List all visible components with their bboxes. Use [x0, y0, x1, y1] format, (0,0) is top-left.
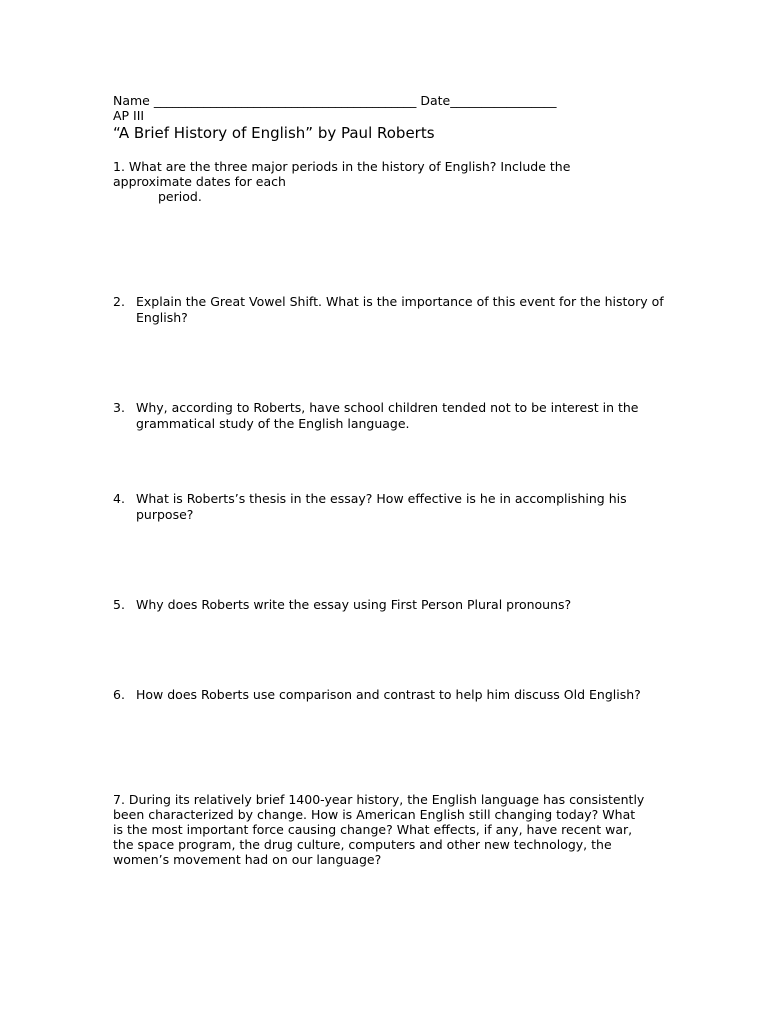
question-6-text: How does Roberts use comparison and contrast to help him discuss Old English?	[136, 687, 641, 702]
name-label: Name	[113, 93, 154, 108]
question-2-text: Explain the Great Vowel Shift. What is the importance of this event for the history of English?	[136, 294, 664, 325]
question-4-number: 4.	[113, 491, 125, 506]
question-1-text: 1. What are the three major periods in the history of English? Include the	[113, 159, 571, 174]
question-6-number: 6.	[113, 687, 125, 702]
question-7-line-4: the space program, the drug culture, computers and other new technology, the	[113, 837, 612, 852]
question-1-continuation: approximate dates for each	[113, 174, 286, 189]
question-2-number: 2.	[113, 294, 125, 309]
question-3-number: 3.	[113, 400, 125, 415]
question-5-text: Why does Roberts write the essay using First Person Plural pronouns?	[136, 597, 572, 612]
name-date-line	[113, 93, 556, 108]
question-7-line-5: women’s movement had on our language?	[113, 852, 382, 867]
name-blank: __________________________________________	[153, 93, 417, 108]
question-5-number: 5.	[113, 597, 125, 612]
question-7-line-2: been characterized by change. How is American English still changing today? What	[113, 807, 636, 822]
question-1-indent: period.	[158, 189, 202, 204]
question-3-text: Why, according to Roberts, have school children tended not to be interest in the grammatical study of the English language.	[136, 400, 639, 431]
date-label: Date	[420, 93, 451, 108]
question-7	[113, 792, 658, 867]
question-7-line-1: 7. During its relatively brief 1400-year history, the English language has consistently	[113, 792, 645, 807]
question-1	[113, 159, 658, 204]
page-title: “A Brief History of English” by Paul Roberts	[113, 124, 435, 142]
class-label: AP III	[113, 108, 145, 123]
date-blank: _________________	[450, 93, 557, 108]
question-4-text: What is Roberts’s thesis in the essay? How effective is he in accomplishing his purpose?	[136, 491, 627, 522]
question-7-line-3: is the most important force causing change? What effects, if any, have recent war,	[113, 822, 633, 837]
